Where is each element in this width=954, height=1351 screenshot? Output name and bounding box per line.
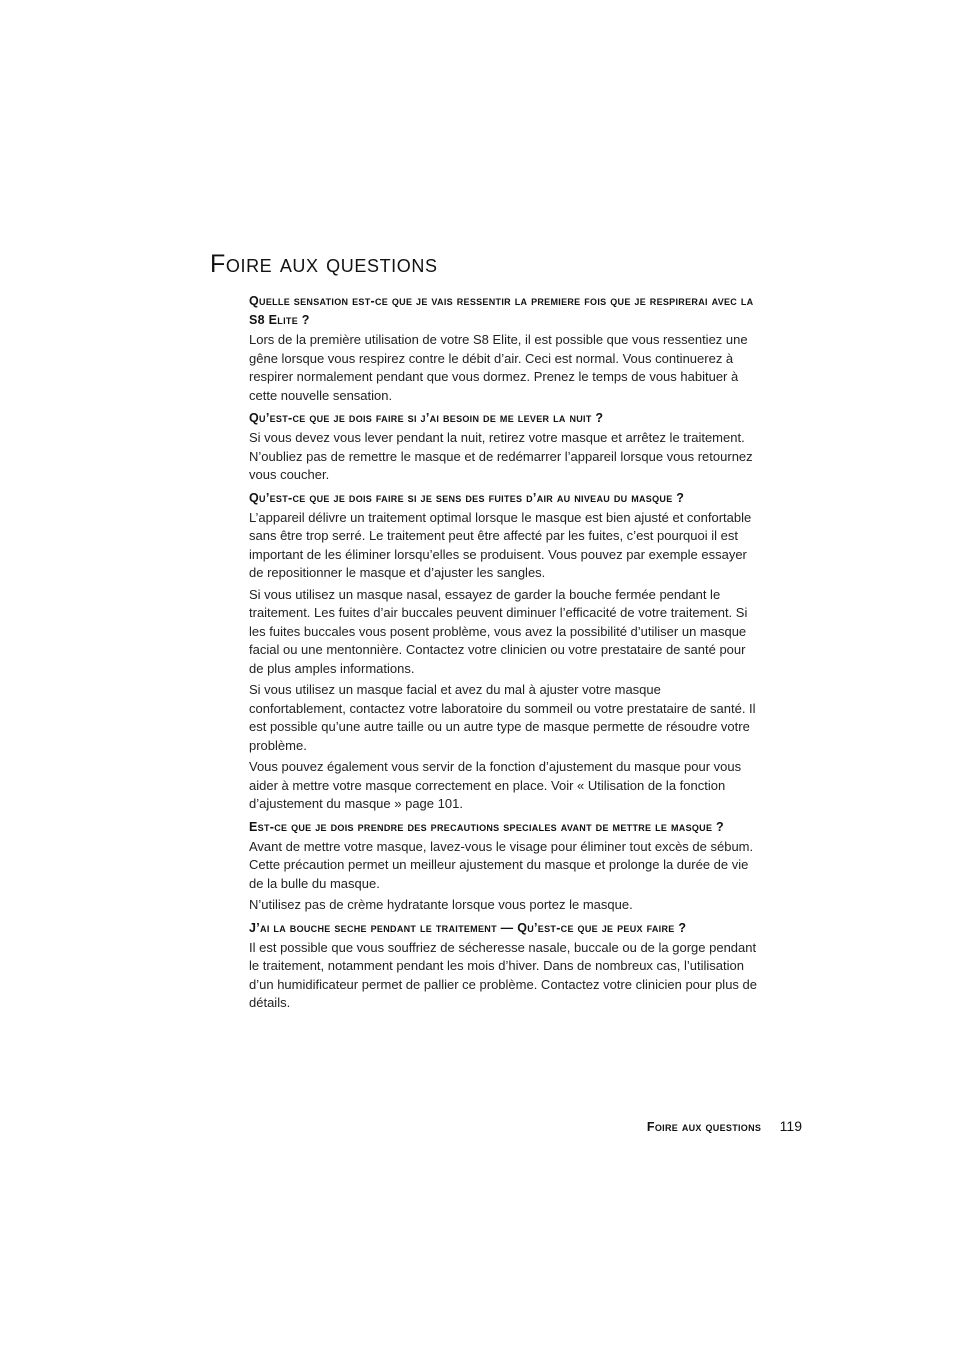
faq-answer-paragraph: Si vous devez vous lever pendant la nuit, retirez votre masque et arrêtez le traitement. N’oubliez pas de remettre le masque et de redémarrer l’appareil lorsque vous retournez vous coucher. — [249, 430, 753, 482]
faq-answer-paragraph: Si vous utilisez un masque facial et avez du mal à ajuster votre masque confortablement, contactez votre laboratoire du sommeil ou votre prestataire de santé. Il est possible qu’une autre taille ou un autre type de masque permette de résoudre votre problème. — [249, 682, 756, 753]
faq-answer-paragraph: Il est possible que vous souffriez de sécheresse nasale, buccale ou de la gorge pendant le traitement, notamment pendant les mois d’hiver. Dans de nombreux cas, l’utilisation d’un humidificateur permet de pallier ce problème. Contactez votre clinicien pour plus de détails. — [249, 939, 757, 1010]
faq-answer-paragraph: Si vous utilisez un masque nasal, essayez de garder la bouche fermée pendant le traitement. Les fuites d’air buccales peuvent diminuer l’efficacité de votre traitement. Si les fuites buccales vous posent problème, vous avez la possibilité d’utiliser un masque facial ou une mentonnière. Contactez votre clinicien ou votre prestataire de santé pour de plus amples informations. — [249, 586, 748, 676]
faq-question: Est-ce que je dois prendre des precautions speciales avant de mettre le masque ? — [249, 819, 724, 834]
faq-answer-paragraph: L’appareil délivre un traitement optimal lorsque le masque est bien ajusté et confortable sans être trop serré. Le traitement peut être affecté par les fuites, c’est pourquoi il est important de les éliminer lorsqu’elles se produisent. Vous pouvez par exemple essayer de repositionner le masque et d’ajuster les sangles. — [249, 509, 752, 580]
faq-answer-paragraph: Avant de mettre votre masque, lavez-vous le visage pour éliminer tout excès de sébum. Cette précaution permet un meilleur ajustement du masque et prolonge la durée de vie de la bulle du masque. — [249, 838, 754, 891]
faq-section — [249, 919, 757, 1013]
faq-section — [249, 489, 757, 814]
page-number: 119 — [779, 1118, 802, 1134]
faq-section — [249, 292, 757, 405]
faq-question: Qu’est-ce que je dois faire si j’ai besoin de me lever la nuit ? — [249, 411, 604, 425]
faq-question: Quelle sensation est-ce que je vais ressentir la premiere fois que je respirerai avec la S8 Elite ? — [249, 294, 754, 327]
faq-question: J’ai la bouche seche pendant le traitement — Qu’est-ce que je peux faire ? — [249, 920, 687, 935]
faq-answer-paragraph: Vous pouvez également vous servir de la fonction d’ajustement du masque pour vous aider à mettre votre masque correctement en place. Voir « Utilisation de la fonction d’ajustement du masque » page 101. — [249, 759, 742, 811]
faq-answer-paragraph: N’utilisez pas de crème hydratante lorsque vous portez le masque. — [249, 897, 633, 912]
faq-question: Qu’est-ce que je dois faire si je sens des fuites d’air au niveau du masque ? — [249, 490, 685, 505]
faq-section — [249, 818, 757, 915]
faq-section — [249, 409, 757, 485]
running-footer-title: Foire aux questions — [646, 1120, 762, 1134]
page-footer — [560, 1118, 802, 1136]
faq-content — [249, 292, 757, 1017]
page-title: Foire aux questions — [210, 250, 438, 278]
faq-answer-paragraph: Lors de la première utilisation de votre S8 Elite, il est possible que vous ressentiez une gêne lorsque vous respirez contre le débit d’air. Ceci est normal. Vous continuerez à respirer normalement pendant que vous dormez. Prenez le temps de vous habituer à cette nouvelle sensation. — [249, 332, 748, 403]
